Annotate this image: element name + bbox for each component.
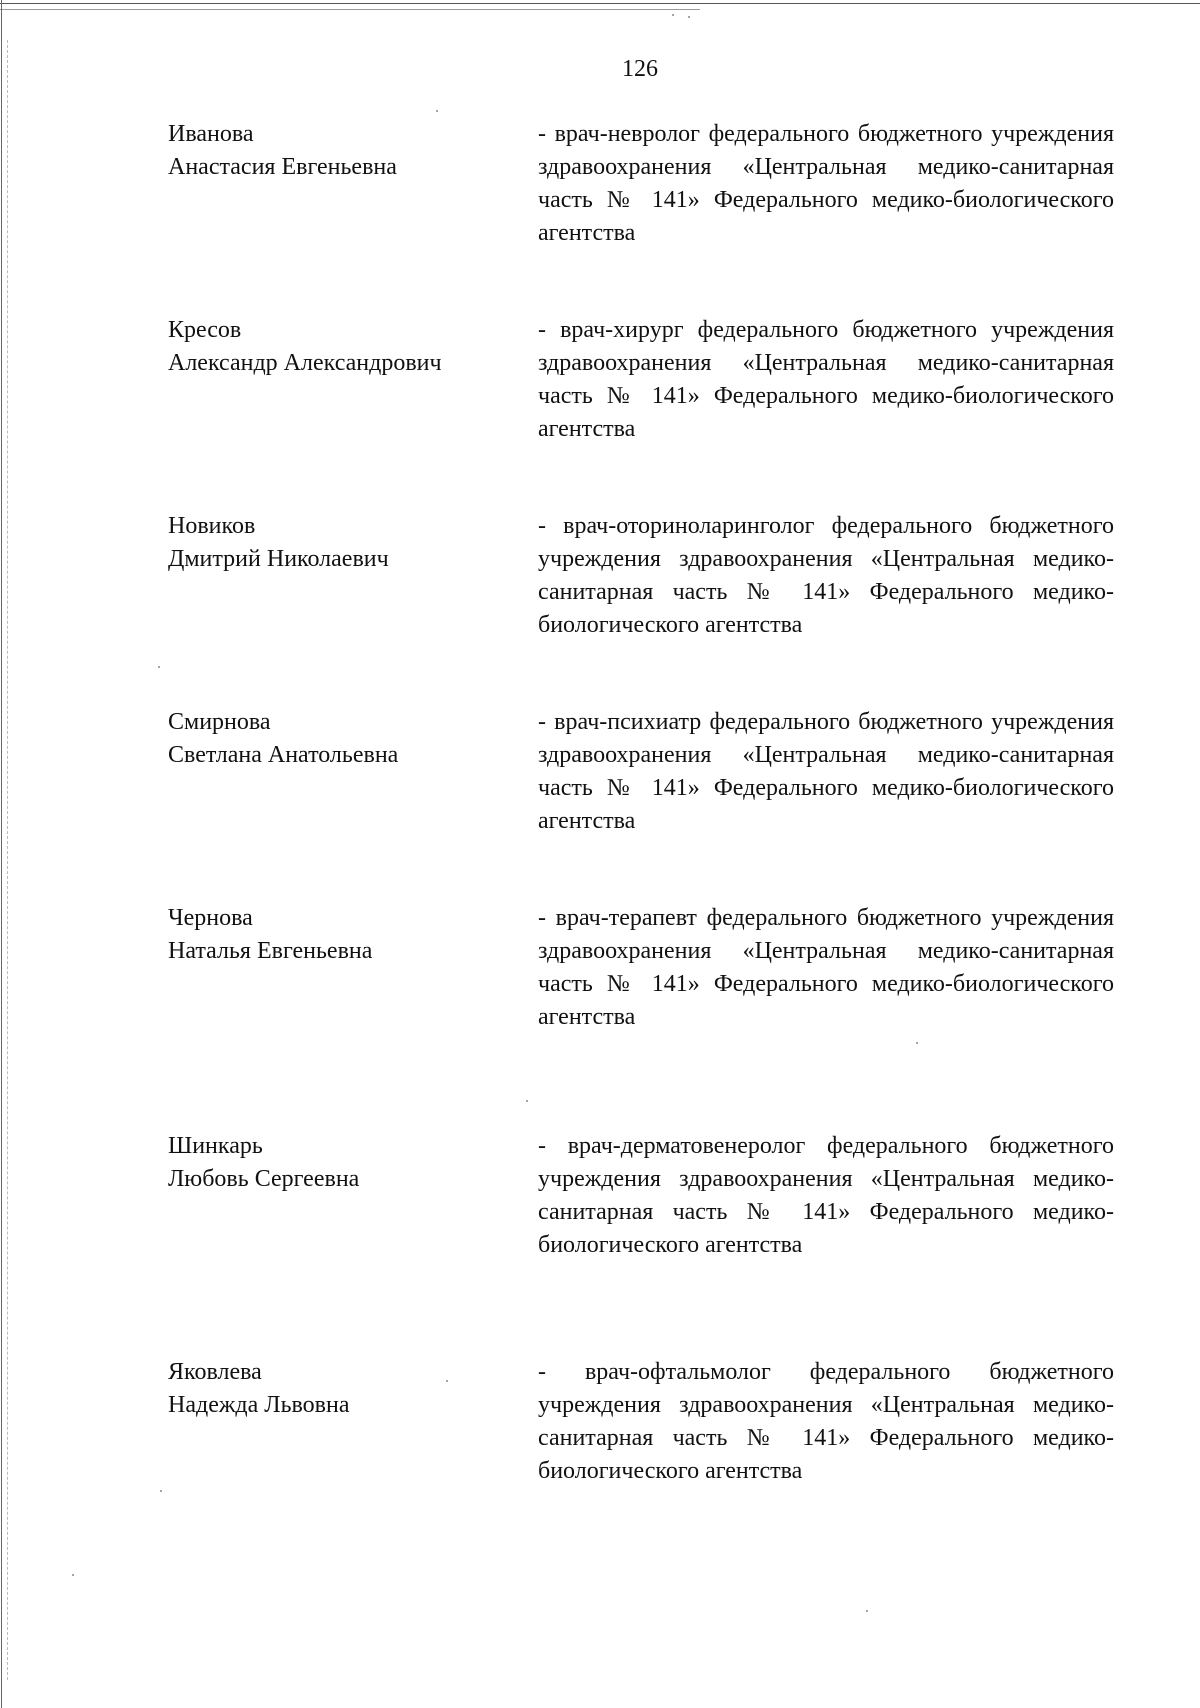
person-given-names: Светлана Анатольевна [168,742,399,768]
scan-edge-left-secondary [7,40,8,1680]
person-surname: Кресов [168,317,242,343]
scan-speck [436,110,438,112]
person-position: - врач-психиатр федерального бюджетного учреждения здравоохранения «Центральная медико-санитарная часть № 141» Федерального медико-биологического агентства [538,709,1114,834]
scan-speck [688,16,690,18]
person-position: - врач-оториноларинголог федерального бюджетного учреждения здравоохранения «Центральная медико-санитарная часть № 141» Федерального медико-биологического агентства [538,513,1114,638]
person-given-names: Дмитрий Николаевич [168,546,389,572]
person-given-names: Анастасия Евгеньевна [168,154,397,180]
person-surname: Шинкарь [168,1133,263,1159]
person-name [168,706,528,772]
scan-speck [526,1100,528,1102]
scan-speck [158,666,160,668]
scan-edge-top-secondary [0,9,700,10]
person-position: - врач-хирург федерального бюджетного учреждения здравоохранения «Центральная медико-санитарная часть № 141» Федерального медико-биологического агентства [538,317,1114,442]
person-position: - врач-дерматовенеролог федерального бюджетного учреждения здравоохранения «Центральная медико-санитарная часть № 141» Федерального медико-биологического агентства [538,1133,1114,1258]
person-surname: Смирнова [168,709,271,735]
person-surname: Чернова [168,905,253,931]
person-position: - врач-невролог федерального бюджетного учреждения здравоохранения «Центральная медико-санитарная часть № 141» Федерального медико-биологического агентства [538,121,1114,246]
scan-speck [72,1574,74,1576]
page-number: 126 [622,56,658,82]
person-name [168,510,528,576]
person-name [168,1130,528,1196]
person-given-names: Наталья Евгеньевна [168,938,373,964]
scan-speck [160,1490,162,1492]
scan-speck [672,14,674,16]
person-position: - врач-терапевт федерального бюджетного учреждения здравоохранения «Центральная медико-санитарная часть № 141» Федерального медико-биологического агентства [538,905,1114,1030]
person-surname: Новиков [168,513,256,539]
scan-speck [916,1042,918,1044]
person-name [168,902,528,968]
person-given-names: Надежда Львовна [168,1392,350,1418]
person-surname: Яковлева [168,1359,262,1385]
person-name [168,1356,528,1422]
person-name [168,118,528,184]
person-given-names: Любовь Сергеевна [168,1166,360,1192]
person-position: - врач-офтальмолог федерального бюджетного учреждения здравоохранения «Центральная медико-санитарная часть № 141» Федерального медико-биологического агентства [538,1359,1114,1484]
scan-speck [866,1610,868,1612]
person-surname: Иванова [168,121,254,147]
person-given-names: Александр Александрович [168,350,442,376]
person-name [168,314,528,380]
scan-edge-left [1,0,2,1708]
scan-edge-top [0,3,1200,4]
